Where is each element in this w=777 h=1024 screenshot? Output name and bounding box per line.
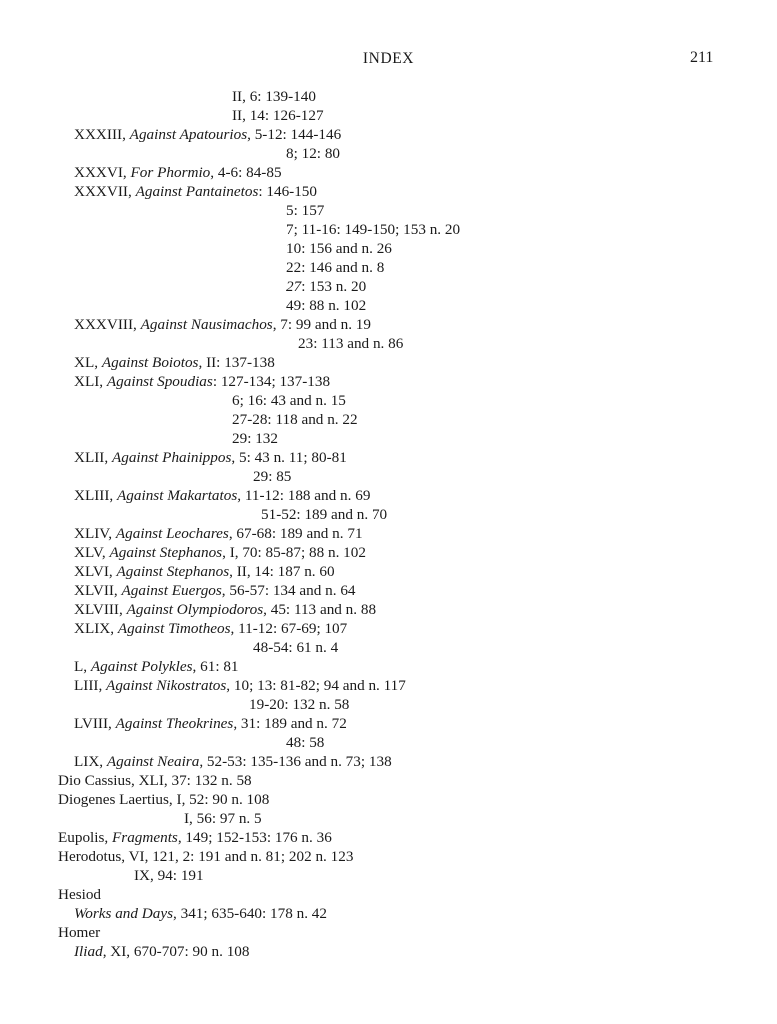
index-entry-line [286, 144, 340, 163]
index-entry-line [74, 372, 330, 391]
index-entry-title: Against Nausimachos [140, 316, 273, 333]
index-entry-text: , I, 70: 85-87; 88 n. 102 [222, 544, 366, 561]
index-entry-line [232, 106, 324, 125]
index-entry-text: 51-52: 189 and n. 70 [261, 506, 388, 523]
index-entry-line [74, 752, 392, 771]
index-entry-text: LIII, [74, 677, 107, 694]
index-entry-line [58, 923, 100, 942]
index-entry-line [74, 600, 376, 619]
index-entry-title: Against Pantainetos [135, 183, 259, 200]
index-entry-text: , 56-57: 134 and n. 64 [221, 582, 356, 599]
index-entry-line [286, 277, 366, 296]
index-entry-line [286, 296, 366, 315]
index-entry-text: 27-28: 118 and n. 22 [232, 411, 358, 428]
index-entry-text: , 149; 152-153: 176 n. 36 [177, 829, 332, 846]
index-entry-text: XL, [74, 354, 102, 371]
index-entry-text: 19-20: 132 n. 58 [249, 696, 350, 713]
index-entry-text: XLIV, [74, 525, 116, 542]
index-entry-line [74, 125, 341, 144]
index-entry-line [74, 581, 356, 600]
index-entry-text: XLI, [74, 373, 107, 390]
index-entry-line [74, 315, 371, 334]
index-entry-line [74, 163, 282, 182]
index-entry-title: Against Nikostratos [106, 677, 227, 694]
index-entry-text: , 4-6: 84-85 [210, 164, 282, 181]
index-entry-line [286, 201, 324, 220]
index-entry-line [134, 866, 204, 885]
index-entry-text: 48-54: 61 n. 4 [253, 639, 339, 656]
index-entry-line [74, 448, 347, 467]
index-entry-text: 29: 132 [232, 430, 278, 447]
index-entry-text: XLV, [74, 544, 110, 561]
index-entry-line [253, 638, 338, 657]
index-entry-title: Against Theokrines [115, 715, 234, 732]
index-entry-text: , 31: 189 and n. 72 [233, 715, 347, 732]
index-entry-text: 10: 156 and n. 26 [286, 240, 392, 257]
index-entry-text: 5: 157 [286, 202, 325, 219]
index-entry-text: , 10; 13: 81-82; 94 and n. 117 [226, 677, 406, 694]
index-entry-text: 48: 58 [286, 734, 325, 751]
index-entry-text: 7; 11-16: 149-150; 153 n. 20 [286, 221, 461, 238]
index-entry-text: XLIX, [74, 620, 118, 637]
index-entry-text: XLVIII, [74, 601, 127, 618]
index-entry-line [286, 220, 460, 239]
index-entry-text: Diogenes Laertius, I, 52: 90 n. 108 [58, 791, 270, 808]
index-entry-line [74, 562, 335, 581]
index-entry-line [249, 695, 349, 714]
index-entry-line [74, 714, 347, 733]
index-entry-line [74, 942, 250, 961]
index-entry-text: 49: 88 n. 102 [286, 297, 367, 314]
index-entry-text: , II: 137-138 [198, 354, 275, 371]
index-entry-text: XLVII, [74, 582, 122, 599]
index-entry-text: , 61: 81 [192, 658, 239, 675]
index-entry-line [74, 182, 317, 201]
index-entry-title: Against Leochares [115, 525, 229, 542]
index-entry-line [286, 258, 384, 277]
index-entry-text: XXXIII, [74, 126, 130, 143]
index-entry-text: Homer [58, 924, 101, 941]
index-entry-title: Against Stephanos [109, 544, 223, 561]
index-entry-text: I, 56: 97 n. 5 [184, 810, 262, 827]
page-number: 211 [690, 49, 714, 66]
index-entry-title: 27 [286, 278, 302, 295]
index-entry-text: 6; 16: 43 and n. 15 [232, 392, 346, 409]
index-entry-text: 29: 85 [253, 468, 292, 485]
index-entry-text: LVIII, [74, 715, 116, 732]
index-entry-text: LIX, [74, 753, 107, 770]
index-entry-title: Against Timotheos [117, 620, 231, 637]
index-entry-text: XXXVII, [74, 183, 136, 200]
index-entry-title: Iliad [74, 943, 103, 960]
index-entry-title: Works and Days [74, 905, 173, 922]
index-entry-text: IX, 94: 191 [134, 867, 204, 884]
index-entry-line [298, 334, 403, 353]
index-entry-text: , XI, 670-707: 90 n. 108 [102, 943, 250, 960]
index-entry-line [58, 790, 269, 809]
index-entry-text: , 5-12: 144-146 [247, 126, 342, 143]
index-entry-text: L, [74, 658, 91, 675]
index-entry-text: : 146-150 [258, 183, 317, 200]
index-entry-text: Eupolis, [58, 829, 113, 846]
index-entry-text: , 5: 43 n. 11; 80-81 [231, 449, 347, 466]
index-entry-title: For Phormio [130, 164, 211, 181]
index-entry-text: 22: 146 and n. 8 [286, 259, 385, 276]
index-entry-text: Herodotus, VI, 121, 2: 191 and n. 81; 202 n. 123 [58, 848, 354, 865]
index-entry-text: , 11-12: 67-69; 107 [230, 620, 348, 637]
index-entry-line [58, 771, 252, 790]
index-entry-title: Against Polykles [90, 658, 193, 675]
index-entry-text: II, 6: 139-140 [232, 88, 316, 105]
index-entry-line [74, 543, 366, 562]
index-entry-text: Hesiod [58, 886, 102, 903]
index-entry-text: XXXVIII, [74, 316, 141, 333]
index-entry-line [58, 885, 101, 904]
index-entry-title: Against Stephanos [116, 563, 230, 580]
index-entry-line [58, 847, 353, 866]
index-entry-title: Against Spoudias [106, 373, 213, 390]
index-entry-line [261, 505, 387, 524]
index-entry-text: , 67-68: 189 and n. 71 [228, 525, 363, 542]
index-entry-title: Against Olympiodoros [126, 601, 264, 618]
index-entry-line [184, 809, 262, 828]
index-entry-line [232, 410, 358, 429]
index-entry-line [74, 486, 370, 505]
index-entry-line [232, 391, 346, 410]
index-entry-text: , 341; 635-640: 178 n. 42 [173, 905, 327, 922]
index-entry-text: , 11-12: 188 and n. 69 [237, 487, 371, 504]
index-entry-text: XXXVI, [74, 164, 131, 181]
index-entry-text: 23: 113 and n. 86 [298, 335, 404, 352]
index-entry-line [286, 239, 392, 258]
index-entry-text: , 52-53: 135-136 and n. 73; 138 [199, 753, 392, 770]
index-entry-line [286, 733, 324, 752]
index-entry-title: Against Phainippos [111, 449, 232, 466]
index-entry-line [74, 657, 239, 676]
index-entry-text: XLVI, [74, 563, 117, 580]
index-entry-text: II, 14: 126-127 [232, 107, 324, 124]
index-entry-text: : 127-134; 137-138 [212, 373, 331, 390]
index-entry-line [74, 524, 363, 543]
index-entry-text: 8; 12: 80 [286, 145, 341, 162]
index-entry-line [58, 828, 332, 847]
index-entry-title: Against Neaira [106, 753, 200, 770]
index-entry-text: XLIII, [74, 487, 118, 504]
index-entry-line [253, 467, 291, 486]
index-entry-line [74, 619, 347, 638]
index-entry-title: Fragments [112, 829, 178, 846]
index-entry-title: Against Boiotos [101, 354, 199, 371]
index-entry-title: Against Apatourios [129, 126, 248, 143]
index-entry-text: XLII, [74, 449, 112, 466]
index-entry-line [232, 429, 278, 448]
index-entry-line [232, 87, 316, 106]
index-entry-text: : 153 n. 20 [301, 278, 367, 295]
running-header-title: INDEX [362, 50, 415, 67]
index-entry-title: Against Makartatos [117, 487, 238, 504]
index-entry-text: , II, 14: 187 n. 60 [229, 563, 335, 580]
index-entry-text: Dio Cassius, XLI, 37: 132 n. 58 [58, 772, 252, 789]
index-entry-text: , 7: 99 and n. 19 [272, 316, 371, 333]
index-entry-line [74, 353, 275, 372]
index-entry-line [74, 676, 406, 695]
index-entry-title: Against Euergos [121, 582, 222, 599]
index-entry-line [74, 904, 327, 923]
index-entry-text: , 45: 113 and n. 88 [263, 601, 377, 618]
